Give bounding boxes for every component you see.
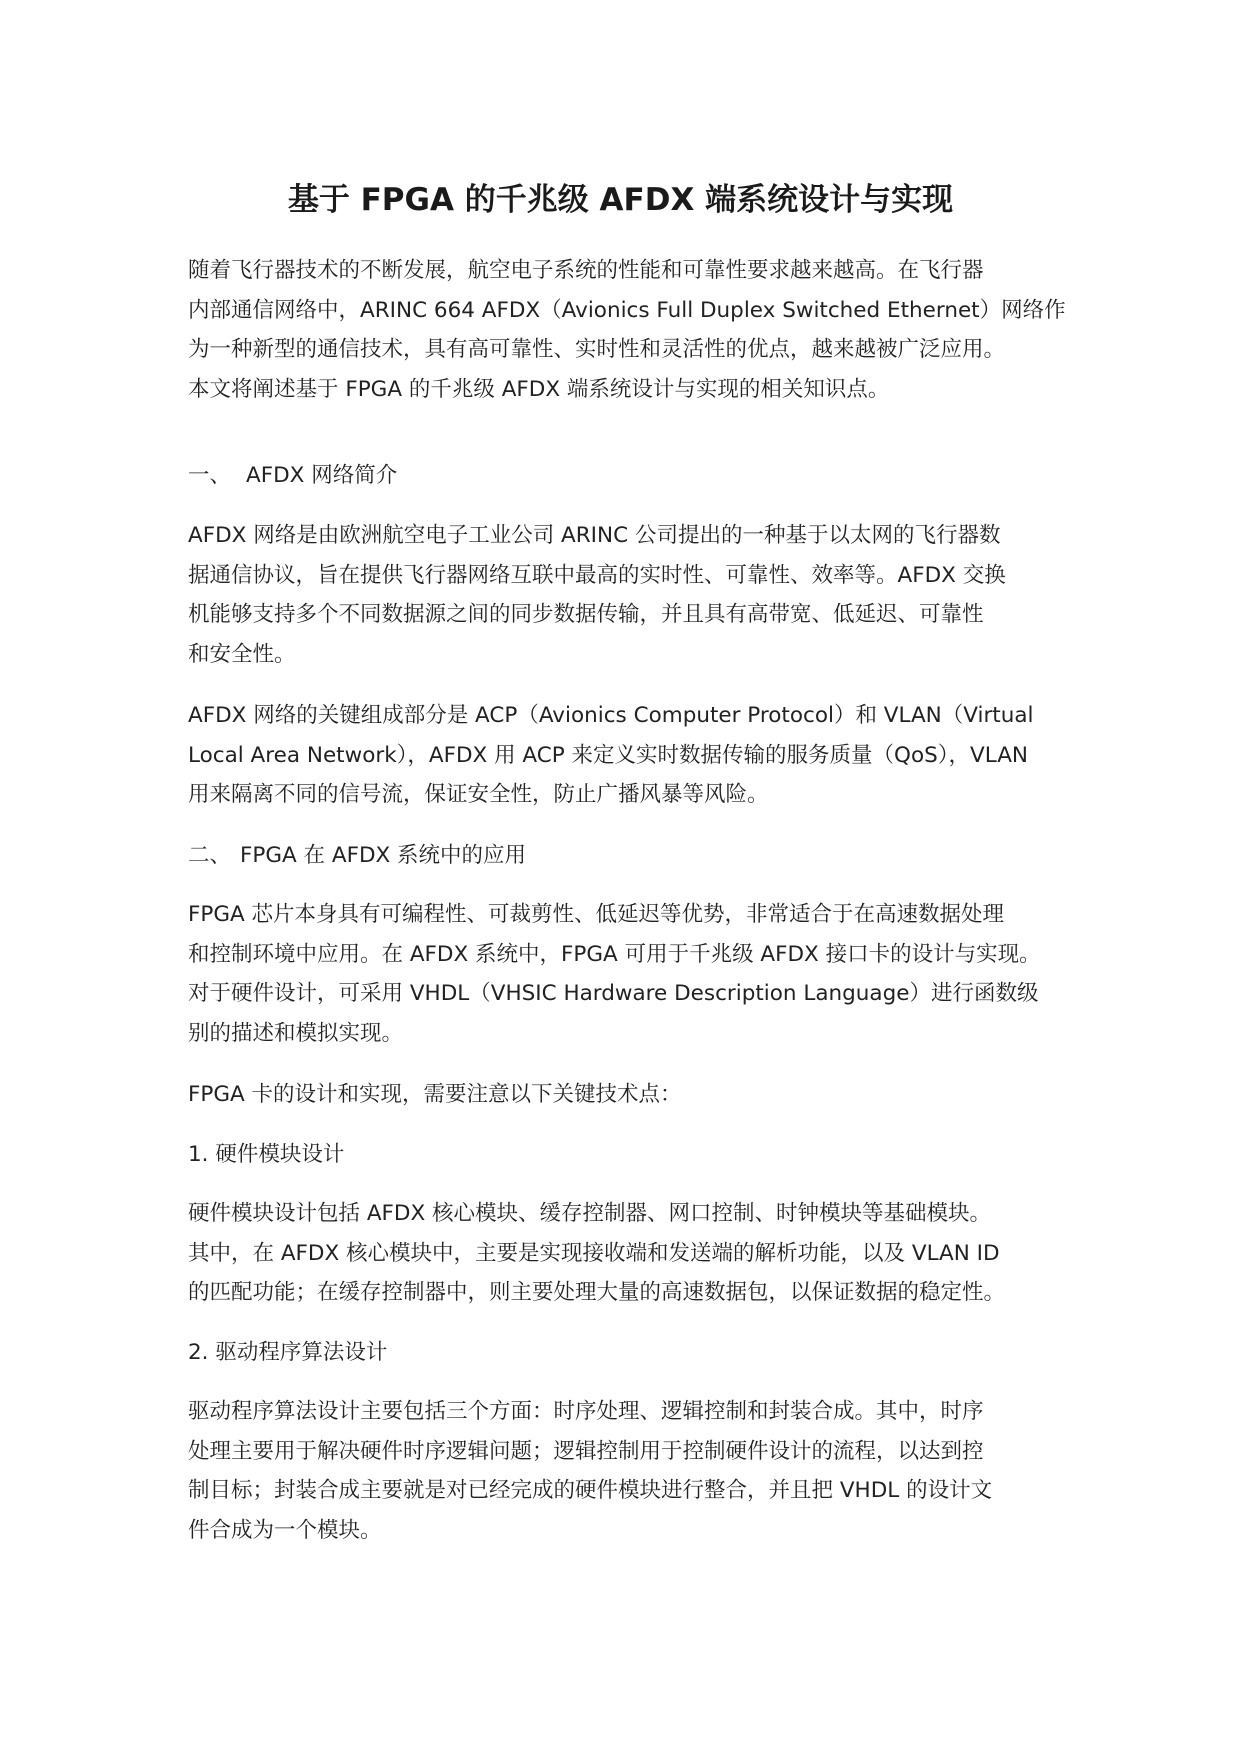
text-line: 机能够支持多个不同数据源之间的同步数据传输，并且具有高带宽、低延迟、可靠性: [188, 602, 984, 627]
subsection1-paragraph: [188, 1194, 1078, 1313]
text-line: 硬件模块设计包括 AFDX 核心模块、缓存控制器、网口控制、时钟模块等基础模块。: [188, 1201, 992, 1226]
subsection-heading-1: [188, 1135, 1078, 1175]
section-number: 一、: [188, 463, 232, 488]
text-line: 和控制环境中应用。在 AFDX 系统中，FPGA 可用于千兆级 AFDX 接口卡的设计与实现。: [188, 941, 1041, 967]
text-line: FPGA 芯片本身具有可编程性、可裁剪性、低延迟等优势，非常适合于在高速数据处理: [188, 902, 1005, 927]
text-line: FPGA 卡的设计和实现，需要注意以下关键技术点：: [188, 1082, 682, 1107]
subsection-heading-2: [188, 1333, 1078, 1373]
text-line: AFDX 网络是由欧洲航空电子工业公司 ARINC 公司提出的一种基于以太网的飞行器数: [188, 523, 1001, 548]
subsection2-paragraph: [188, 1392, 1078, 1550]
text-line: 处理主要用于解决硬件时序逻辑问题；逻辑控制用于控制硬件设计的流程，以达到控: [188, 1438, 984, 1464]
text-line: Local Area Network），AFDX 用 ACP 来定义实时数据传输的服务质量（QoS），VLAN: [188, 742, 1029, 768]
text-line: 为一种新型的通信技术，具有高可靠性、实时性和灵活性的优点，越来越被广泛应用。: [188, 337, 1006, 362]
subsection-title: 1. 硬件模块设计: [188, 1142, 345, 1167]
text-line: 的匹配功能；在缓存控制器中，则主要处理大量的高速数据包，以保证数据的稳定性。: [188, 1280, 1006, 1305]
text-line: 别的描述和模拟实现。: [188, 1020, 404, 1046]
intro-paragraph: [188, 251, 1078, 409]
text-line: 其中，在 AFDX 核心模块中，主要是实现接收端和发送端的解析功能，以及 VLAN ID: [188, 1240, 1000, 1266]
section-title: AFDX 网络简介: [246, 463, 398, 488]
text-line: 内部通信网络中，ARINC 664 AFDX（Avionics Full Duplex Switched Ethernet）网络作: [188, 297, 1066, 323]
text-line: 对于硬件设计，可采用 VHDL（VHSIC Hardware Description Language）进行函数级: [188, 981, 1039, 1006]
text-line: 本文将阐述基于 FPGA 的千兆级 AFDX 端系统设计与实现的相关知识点。: [188, 376, 890, 402]
subsection-title: 2. 驱动程序算法设计: [188, 1340, 388, 1365]
section2-paragraph-2: [188, 1075, 1078, 1115]
text-line: 据通信协议，旨在提供飞行器网络互联中最高的实时性、可靠性、效率等。AFDX 交换: [188, 562, 1006, 588]
text-line: 随着飞行器技术的不断发展，航空电子系统的性能和可靠性要求越来越高。在飞行器: [188, 258, 984, 283]
section1-paragraph-2: [188, 696, 1078, 815]
section-number: 二、: [188, 843, 232, 868]
text-line: 和安全性。: [188, 641, 296, 667]
document-title: 基于 FPGA 的千兆级 AFDX 端系统设计与实现: [287, 182, 954, 218]
text-line: 用来隔离不同的信号流，保证安全性，防止广播风暴等风险。: [188, 782, 769, 807]
section-heading-1: [188, 456, 1078, 496]
text-line: 制目标；封装合成主要就是对已经完成的硬件模块进行整合，并且把 VHDL 的设计文: [188, 1478, 993, 1503]
text-line: AFDX 网络的关键组成部分是 ACP（Avionics Computer Protocol）和 VLAN（Virtual: [188, 703, 1034, 728]
text-line: 件合成为一个模块。: [188, 1517, 382, 1543]
section1-paragraph-1: [188, 516, 1078, 674]
section-title: FPGA 在 AFDX 系统中的应用: [240, 843, 527, 868]
section2-paragraph-1: [188, 895, 1078, 1053]
section-heading-2: [188, 836, 1078, 876]
text-line: 驱动程序算法设计主要包括三个方面：时序处理、逻辑控制和封装合成。其中，时序: [188, 1399, 984, 1424]
